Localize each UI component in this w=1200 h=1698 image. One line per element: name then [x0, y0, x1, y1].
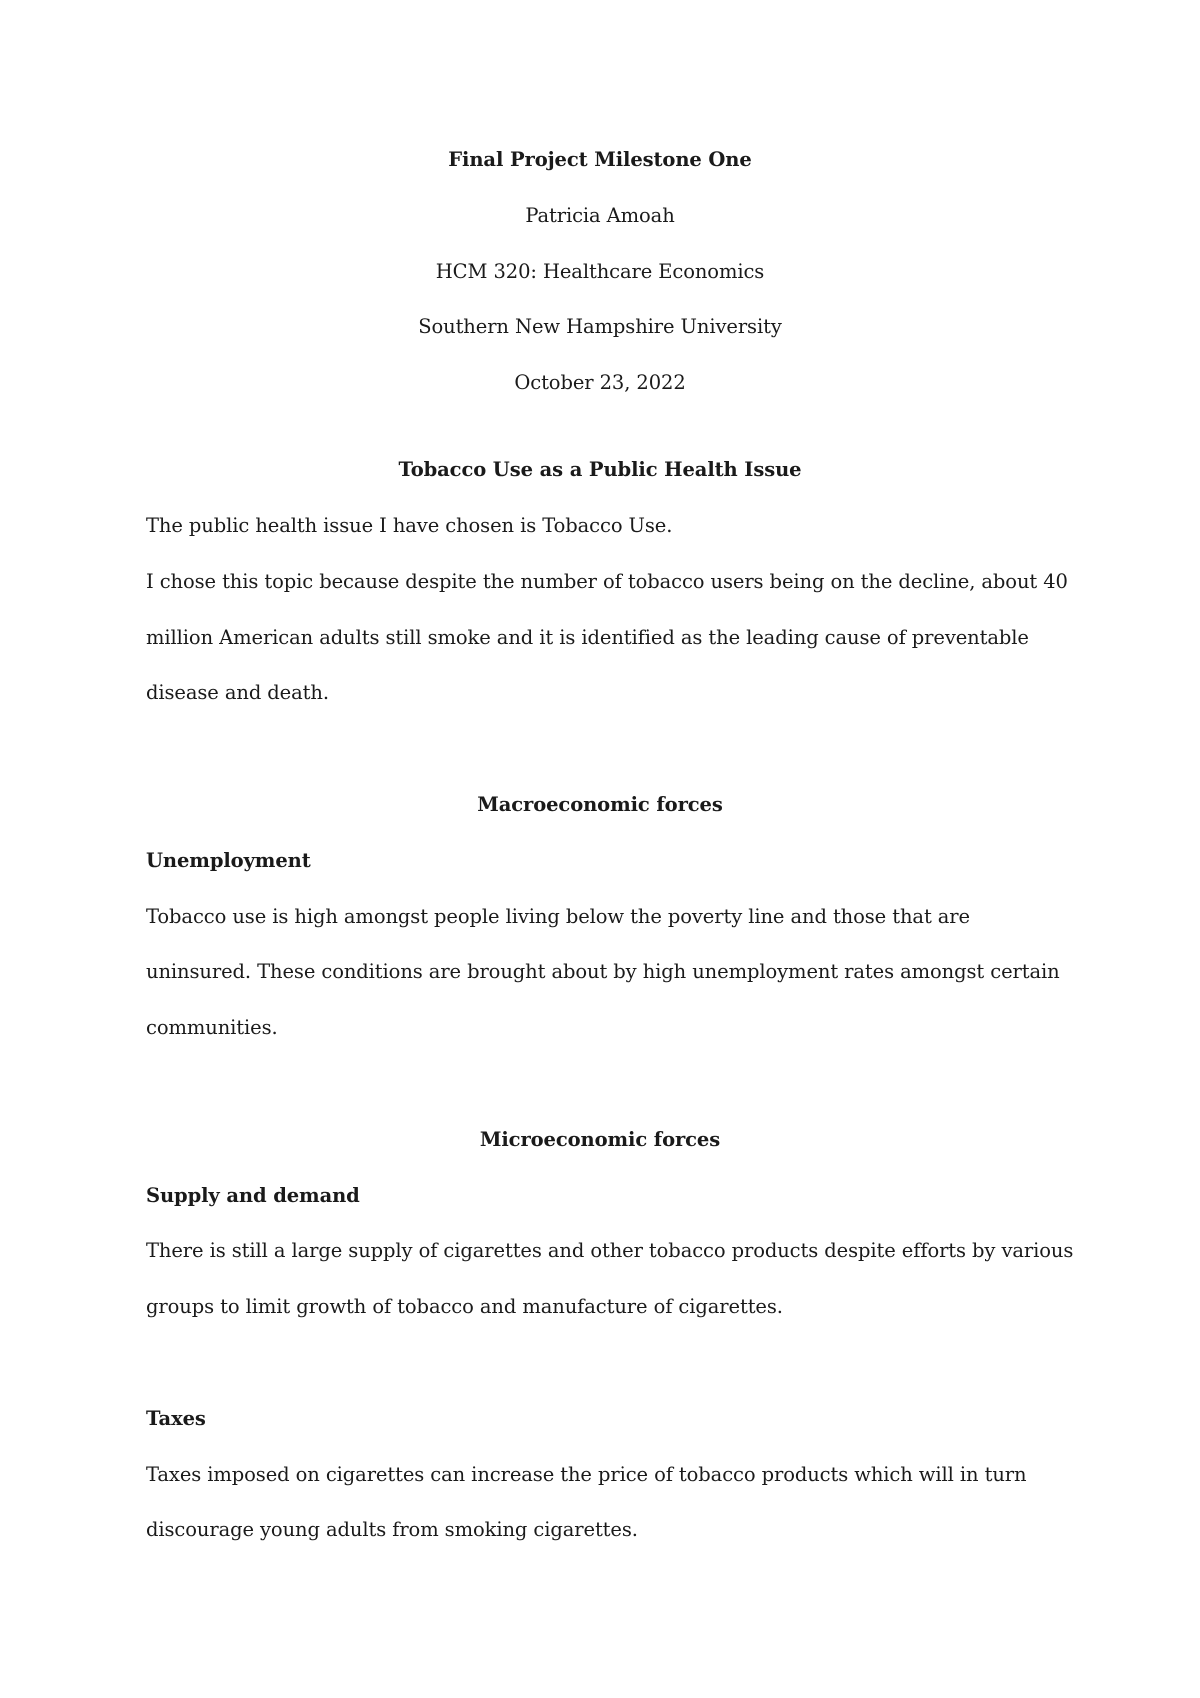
paragraph-line: Taxes imposed on cigarettes can increase the price of tobacco products which will in turn	[146, 1463, 1027, 1486]
paragraph-line: Tobacco use is high amongst people living below the poverty line and those that are	[146, 905, 970, 928]
document-date: October 23, 2022	[514, 371, 686, 394]
section-heading-micro: Microeconomic forces	[479, 1128, 721, 1151]
subheading-unemployment: Unemployment	[146, 849, 311, 872]
course-name: HCM 320: Healthcare Economics	[435, 260, 765, 283]
document-title: Final Project Milestone One	[448, 148, 752, 171]
subheading-supply-demand: Supply and demand	[146, 1184, 360, 1207]
section-heading-macro: Macroeconomic forces	[477, 793, 723, 816]
paragraph-line: communities.	[146, 1016, 278, 1039]
paragraph-line: groups to limit growth of tobacco and manufacture of cigarettes.	[146, 1295, 783, 1318]
section-heading-topic: Tobacco Use as a Public Health Issue	[398, 458, 802, 481]
institution-name: Southern New Hampshire University	[418, 315, 782, 338]
paragraph-line: I chose this topic because despite the number of tobacco users being on the decline, about 40	[146, 570, 1068, 593]
subheading-taxes: Taxes	[146, 1407, 206, 1430]
paragraph-line: discourage young adults from smoking cigarettes.	[146, 1518, 638, 1541]
paragraph-line: uninsured. These conditions are brought about by high unemployment rates amongst certain	[146, 960, 1060, 983]
topic-statement: The public health issue I have chosen is Tobacco Use.	[146, 514, 673, 537]
paragraph-line: million American adults still smoke and it is identified as the leading cause of preventable	[146, 626, 1029, 649]
paragraph-line: disease and death.	[146, 681, 329, 704]
author-name: Patricia Amoah	[525, 204, 675, 227]
paragraph-line: There is still a large supply of cigarettes and other tobacco products despite efforts by various	[146, 1239, 1074, 1262]
